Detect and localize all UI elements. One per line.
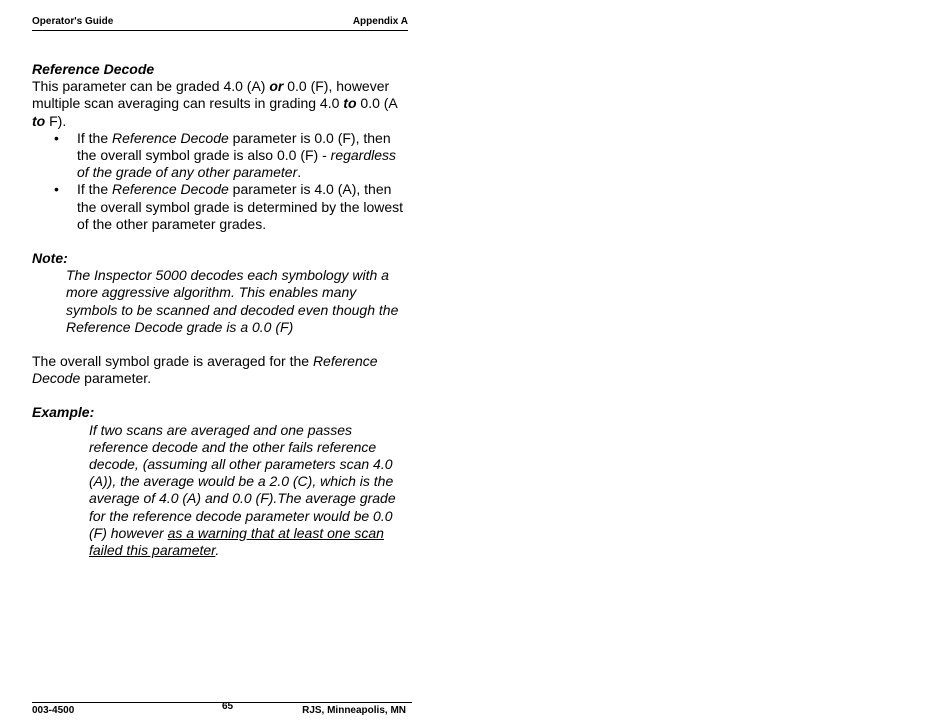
bullet-icon: • — [54, 129, 59, 146]
intro-text-1: This parameter can be graded 4.0 (A) — [32, 78, 270, 95]
intro-or: or — [269, 78, 284, 95]
note-label: Note: — [32, 250, 68, 267]
list-item: • If the Reference Decode parameter is 0.0 (F), then the overall symbol grade is also 0.0 (F) - regardless of the grade of any other parameter. — [54, 129, 397, 181]
example-label: Example: — [32, 404, 95, 421]
page-header — [32, 16, 408, 31]
intro-text-4: F). — [45, 112, 67, 129]
section-title: Reference Decode — [32, 61, 155, 77]
average-paragraph: The overall symbol grade is averaged for the Reference Decode parameter. — [32, 353, 378, 387]
intro-to-2: to — [32, 112, 46, 129]
note-text: The Inspector 5000 decodes each symbology with a more aggressive algorithm. This enables many symbols to be scanned and decoded even though the Reference Decode grade is a 0.0 (F) — [66, 267, 399, 335]
page-number: 65 — [222, 701, 234, 712]
intro-text-3: 0.0 (A — [356, 95, 397, 112]
footer-doc-number: 003-4500 — [32, 705, 75, 716]
intro-paragraph — [32, 78, 410, 130]
warning-underlined-text: as a warning that at least one scan failed this parameter — [89, 524, 384, 559]
bullet-list — [32, 130, 410, 233]
intro-to-1: to — [343, 95, 357, 112]
footer-publisher: RJS, Minneapolis, MN — [302, 705, 406, 716]
header-appendix: Appendix A — [352, 16, 408, 27]
header-guide-title: Operator's Guide — [32, 16, 114, 27]
example-text: If two scans are averaged and one passes reference decode and the other fails reference decode, (assuming all other parameters scan 4.0 (A)), the average would be a 2.0 (C), which is the average of 4.0 (A) and 0.0 (F).The average grade for the reference decode parameter would be 0.0 (F) however as a warning that at least one scan failed this parameter. — [89, 421, 396, 559]
bullet-icon: • — [54, 181, 59, 198]
page-body — [32, 61, 410, 559]
list-item: • If the Reference Decode parameter is 4.0 (A), then the overall symbol grade is determined by the lowest of the other parameter grades. — [54, 181, 404, 232]
intro-text-2: 0.0 (F), however multiple scan averaging can results in grading 4.0 — [32, 78, 390, 112]
page-footer — [32, 701, 412, 716]
